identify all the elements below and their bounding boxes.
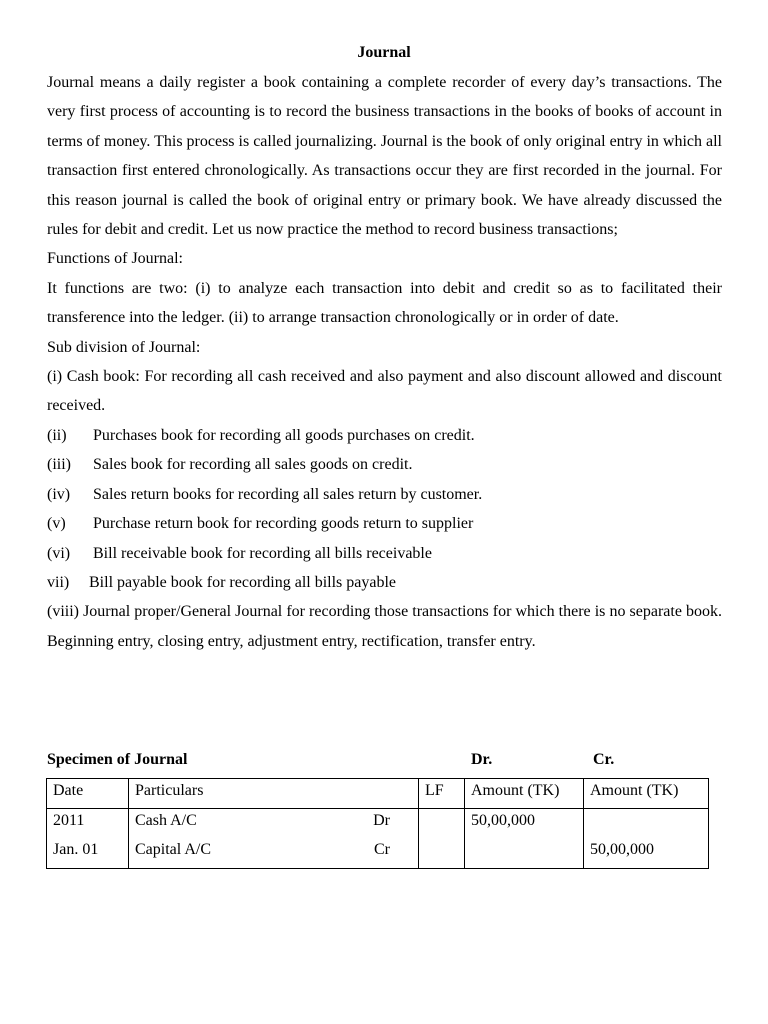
- list-item-text: Sales book for recording all sales goods on credit.: [93, 456, 413, 474]
- list-item-number: (ii): [47, 426, 67, 444]
- list-item: [47, 450, 722, 479]
- credit-mark: Cr: [374, 841, 390, 858]
- header-amount-cr: Amount (TK): [584, 779, 709, 809]
- debit-label: Dr.: [471, 751, 493, 768]
- journal-proper-paragraph: (viii) Journal proper/General Journal for recording those transactions for which there is no separate book. Beginning entry, closing entry, adjustment entry, rectification, transfer entry.: [47, 603, 722, 650]
- table-row: [47, 809, 709, 869]
- page-title: Journal: [357, 44, 411, 61]
- list-item: [47, 568, 722, 597]
- list-item: [47, 509, 722, 538]
- functions-heading: Functions of Journal:: [47, 250, 183, 268]
- debit-entry: [135, 810, 412, 839]
- list-item-number: (iv): [47, 485, 71, 503]
- date-cell: [47, 809, 129, 869]
- list-item: [47, 421, 722, 450]
- journal-specimen-table: [46, 778, 709, 869]
- subdivision-heading: Sub division of Journal:: [47, 338, 201, 356]
- particulars-cell: [129, 809, 419, 869]
- list-item-number: (vi): [47, 544, 71, 562]
- amount-dr-cell: [465, 809, 584, 869]
- functions-paragraph: It functions are two: (i) to analyze each transaction into debit and credit so as to facilitated their transference into the ledger. (ii) to arrange transaction chronologically or in order of date.: [47, 279, 722, 327]
- specimen-header: [47, 748, 717, 772]
- specimen-heading: Specimen of Journal: [47, 751, 188, 768]
- header-amount-dr: Amount (TK): [465, 779, 584, 809]
- list-item-number: (v): [47, 515, 66, 533]
- debit-mark: Dr: [373, 812, 390, 829]
- debit-amount: 50,00,000: [471, 812, 535, 829]
- credit-account: Capital A/C: [135, 841, 211, 858]
- amount-cr-cell: [584, 809, 709, 869]
- entry-date: Jan. 01: [53, 841, 99, 858]
- header-date: Date: [47, 779, 129, 809]
- list-item-text: Bill payable book for recording all bills payable: [89, 573, 397, 591]
- debit-account: Cash A/C: [135, 812, 197, 829]
- header-particulars: Particulars: [129, 779, 419, 809]
- entry-year: 2011: [53, 812, 85, 829]
- credit-label: Cr.: [593, 751, 615, 768]
- list-item-number: vii): [47, 573, 70, 591]
- intro-paragraph: Journal means a daily register a book containing a complete recorder of every day’s transactions. The very first process of accounting is to record the business transactions in the books of books of account in terms of money. This process is called journalizing. Journal is the book of only original entry in which all transaction first entered chronologically. As transactions occur they are first recorded in the journal. For this reason journal is called the book of original entry or primary book. We have already discussed the rules for debit and credit. Let us now practice the method to record business transactions;: [47, 74, 722, 239]
- lf-cell: [419, 809, 465, 869]
- list-item-number: (iii): [47, 456, 71, 474]
- list-item-text: Purchases book for recording all goods purchases on credit.: [93, 426, 475, 444]
- document-body: [47, 68, 722, 656]
- list-item-text: Bill receivable book for recording all bills receivable: [93, 544, 432, 562]
- list-item-text: Purchase return book for recording goods return to supplier: [93, 515, 474, 533]
- list-item-text: Sales return books for recording all sales return by customer.: [93, 485, 483, 503]
- credit-entry: [135, 839, 412, 868]
- cash-book-paragraph: (i) Cash book: For recording all cash received and also payment and also discount allowed and discount received.: [47, 368, 722, 415]
- header-lf: LF: [419, 779, 465, 809]
- list-item: [47, 480, 722, 509]
- table-header-row: [47, 779, 709, 809]
- list-item: [47, 539, 722, 568]
- credit-amount: 50,00,000: [590, 841, 654, 858]
